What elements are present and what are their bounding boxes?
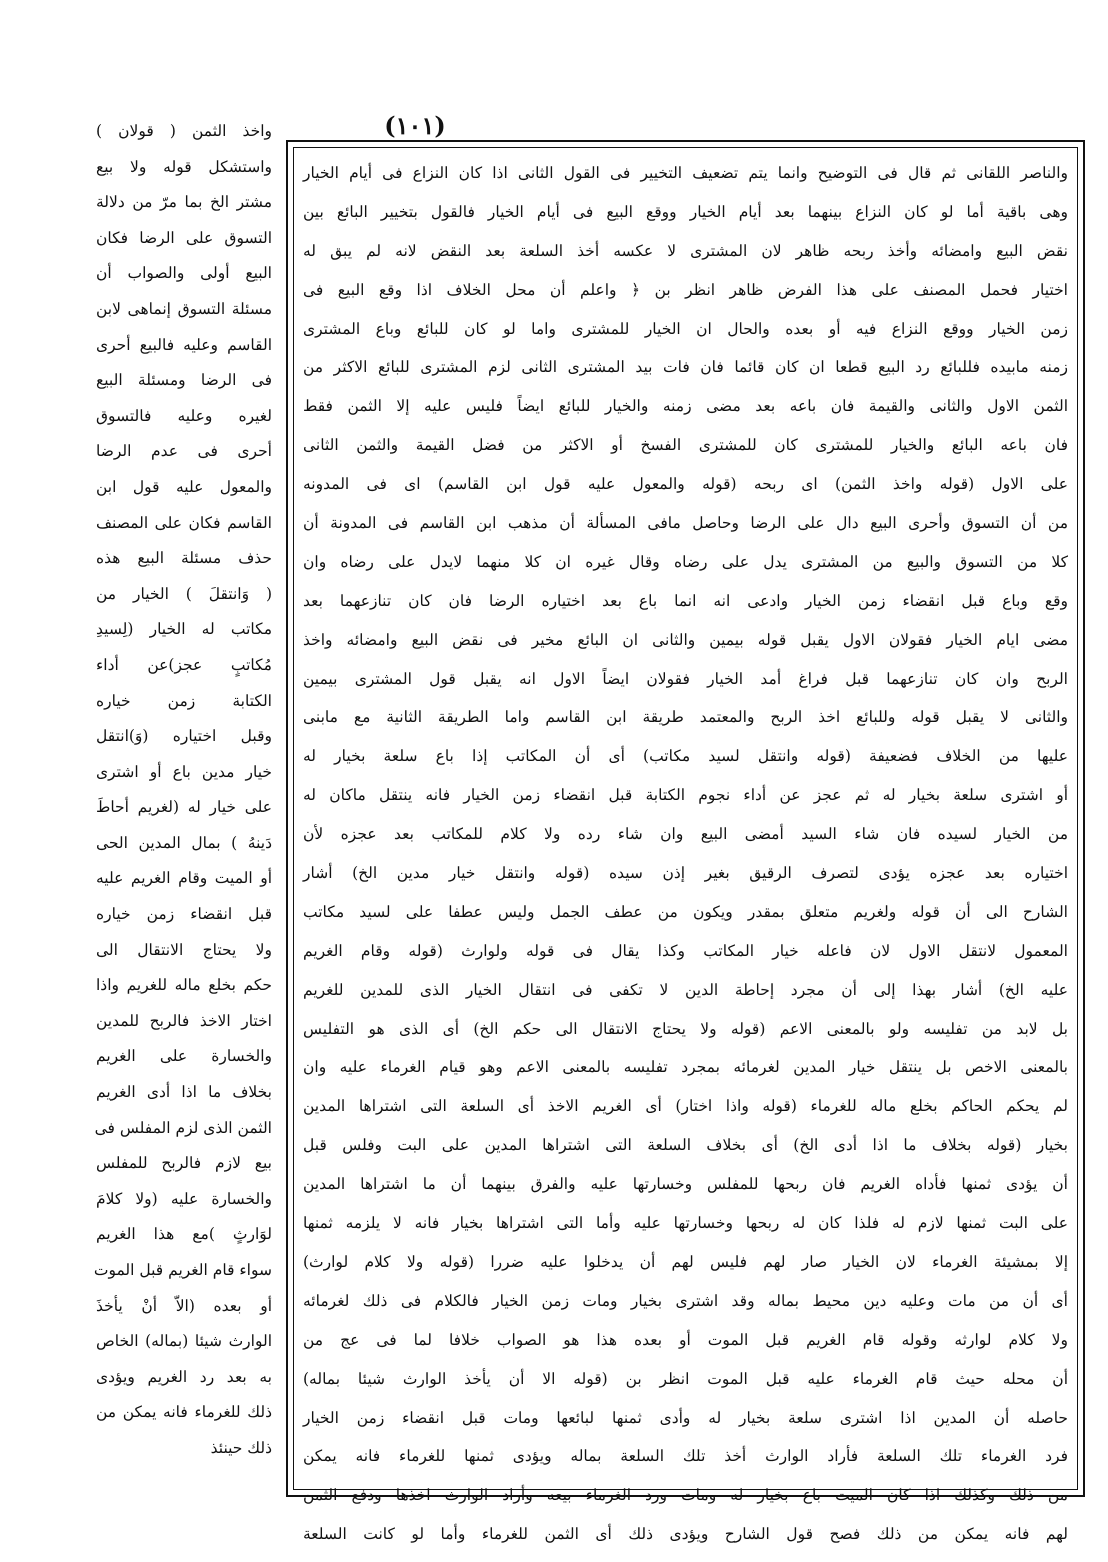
main-text-line: زمن الخيار ووقع النزاع فيه أو بعده والحال ان الخيار للمشترى واما لو كان للبائع وباع المشترى (303, 319, 1068, 338)
main-text-line: حاصله أن المدين اذا اشترى سلعة بخيار له وأدى ثمنها لبائعها ومات قبل انقضاء زمن الخيار (303, 1408, 1068, 1427)
margin-text-line: الثمن الذى لزم المفلس فى (94, 1118, 272, 1137)
margin-text-line: بيع لازم فالربح للمفلس (96, 1154, 272, 1173)
main-text-line: أى أن من مات وعليه دين محيط بماله وقد اشترى بخيار ومات زمن الخيار فالكلام فى ذلك لغرمائه (303, 1291, 1068, 1310)
margin-text-line: ولا يحتاج الانتقال الى (96, 940, 272, 959)
main-text-line: إلا بمشيئة الغرماء لان الخيار صار لهم فليس لهم أن يدخلوا عليه ضررا (قوله ولا كلام لوارث) (303, 1252, 1068, 1271)
margin-text-line: خيار مدين باع أو اشترى (96, 762, 272, 781)
main-text-line: والناصر اللقانى ثم قال فى التوضيح وانما يتم تضعيف التخيير فى القول الثانى اذا كان النزاع فى أيام الخيار (303, 164, 1068, 182)
margin-text-line: والخسارة على الغريم (96, 1047, 272, 1066)
margin-text-line: بخلاف ما اذا أدى الغريم (96, 1083, 272, 1102)
main-text-line: نقض البيع وامضائه وأخذ ربحه ظاهر لان المشترى لا عكسه أخذ السلعة بعد النقض لانه لم يبق له (303, 241, 1068, 260)
margin-text-line: على خيار له (لغريم أحاطَ (96, 798, 272, 817)
margin-text-line: حذف مسئلة البيع هذه (96, 549, 272, 568)
main-text-line: لم يحكم الحاكم بخلع ماله للغرماء (قوله واذا اختار) أى الغريم الاخذ أى السلعة التى اشتراها المدين (303, 1097, 1068, 1116)
margin-text-line: والخسارة عليه (ولا كلامَ (96, 1189, 272, 1208)
margin-text-line: اختار الاخذ فالربح للمدين (96, 1011, 272, 1030)
margin-text-line: لوَارثٍ )مع هذا الغريم (96, 1225, 272, 1244)
main-text-line: الشارح الى أن قوله ولغريم متعلق بمقدر ويكون من عطف الجمل وليس عطفا على لسيد مكاتب (303, 902, 1068, 921)
main-text-line: عليها من الخلاف فضعيفة (قوله وانتقل لسيد مكاتب) أى أن المكاتب إذا باع سلعة بخيار له (303, 747, 1068, 766)
margin-text-line: واخذ الثمن ( قولان ) (96, 122, 272, 140)
margin-text-line: الوارث شيئا (بماله) الخاص (96, 1332, 272, 1351)
margin-text-line: فى الرضا ومسئلة البيع (96, 371, 272, 390)
margin-text-line: القاسم وعليه فالبيع أحرى (96, 335, 272, 354)
main-text-line: على الاول (قوله واخذ الثمن) اى ربحه (قوله والمعول عليه قول ابن القاسم) اى فى المدونه (303, 475, 1068, 494)
margin-text-line: والمعول عليه قول ابن (96, 477, 272, 496)
margin-column-text (93, 114, 272, 1467)
margin-text-line: الكتابة زمن خياره (96, 691, 272, 710)
margin-text-line: أو الميت وقام الغريم عليه (96, 869, 272, 888)
main-text-line: من ذلك وكذلك اذا كان الميت باع بخيار له ومات ورد الغرماء بيعه وأراد الوارث اخذها ودفع الثمن (303, 1486, 1068, 1505)
main-text-line: من أن التسوق وأحرى البيع دال على الرضا وحاصل مافى المسألة أن مذهب ابن القاسم فى المدونة أن (303, 514, 1068, 533)
margin-text-line: البيع أولى والصواب أن (96, 264, 272, 283)
main-text-line: أو اشترى سلعة بخيار له ثم عجز عن أداء نجوم الكتابة قبل انقضاء زمن الخيار فانه ينتقل ماكان له (303, 786, 1068, 805)
main-text-line: اختيار فحمل المصنف على هذا الفرض ظاهر انظر بن ﴿ واعلم أن محل الخلاف اذا وقع البيع فى (303, 280, 1068, 299)
main-text-line: كلا من التسوق والبيع من المشترى يدل على رضاه وقال غيره ان كلا منهما لايدل على رضاه وان (303, 552, 1068, 571)
main-text-line: وقع وباع قبل انقضاء زمن الخيار وادعى انه انما باع بعد اختياره الرضا فان كان تنازعهما بعد (303, 591, 1068, 610)
main-text-inner-border (293, 147, 1078, 1544)
page-number: (١٠١) (384, 111, 446, 140)
main-text-line: لهم فانه يمكن من ذلك فصح قول الشارح ويؤدى ذلك أى الثمن للغرماء وأما لو كانت السلعة (303, 1525, 1068, 1544)
margin-text-line: قبل انقضاء زمن خياره (96, 905, 272, 924)
margin-text-line: مكاتب له الخيار (لِسيدِ (96, 620, 272, 639)
margin-text-line: أو بعده (الاّ أنْ يأخذَ (96, 1296, 272, 1315)
main-text-line: أن محله حيث قام الغرماء عليه قبل الموت انظر بن (قوله الا أن يأخذ الوارث شيئا بماله) (303, 1369, 1068, 1388)
margin-text-line: أحرى فى عدم الرضا (96, 442, 272, 461)
main-text-line: أن يؤدى ثمنها فأداه الغريم فان ربحها للمفلس وخسارتها عليه والفرق بينهما أن ما اشتراها المدين (303, 1175, 1068, 1194)
main-text-line: بالمعنى الاخص بل ينتقل خيار المدين لغرمائه بمجرد تفليسه بالمعنى الاعم وهو قيام الغرماء عليه وان (303, 1058, 1068, 1077)
main-text-line: بل لابد من تفليسه ولو بالمعنى الاعم (قوله ولا يحتاج الانتقال الى حكم الخ) أى الذى هو التفليس (303, 1019, 1068, 1038)
main-text-line: الثمن الاول والثانى والقيمة فان باعه بعد مضى زمنه والخيار للبائع ايضاً فليس عليه إلا الثمن فقط (303, 397, 1068, 416)
margin-text-line: سواء قام الغريم قبل الموت (93, 1261, 272, 1279)
margin-text-line: مُكاتبٍ عجز)عن أداء (96, 655, 272, 674)
margin-text-line: ذلك حينئذ (210, 1438, 272, 1457)
main-text-line: من الخيار لسيده فان شاء السيد أمضى البيع وان شاء رده ولا كلام للمكاتب بعد عجزه لأن (303, 825, 1068, 844)
margin-text-line: ( وَانتقلَ ) الخيار من (96, 584, 272, 603)
main-text-line: بخيار (قوله بخلاف ما اذا أدى الخ) أى بخلاف السلعة التى اشتراها المدين على البت وفلس قبل (303, 1136, 1068, 1155)
main-text-line: اختياره بعد عجزه يؤدى لتصرف الرقيق بغير إذن سيده (قوله وانتقل خيار مدين الخ) أشار (303, 864, 1068, 883)
margin-text-line: حكم بخلع ماله للغريم واذا (96, 976, 272, 995)
margin-text-line: القاسم فكان على المصنف (96, 513, 272, 532)
main-text-line: زمنه مابيده فللبائع رد البيع قطعا ان كان قائما فان فات بيد المشترى الثانى لزم المشترى للبائع الاكثر من (303, 358, 1068, 377)
margin-text-line: التسوق على الرضا فكان (96, 228, 272, 247)
margin-text-line: ذلك للغرماء فانه يمكن من (96, 1403, 272, 1422)
main-text-line: عليه الخ) أشار بهذا إلى أن مجرد إحاطة الدين لا تكفى فى انتقال الخيار الذى للمدين للغريم (303, 980, 1068, 999)
main-text-line: على البت ثمنها لازم له فلذا كان له ربحها وخسارتها عليه وأما التى اشتراها بخيار فانه لا يلزمه ثمنها (303, 1214, 1068, 1233)
main-text-line: المعمول لانتقل الاول لان فاعله خيار المكاتب وكذا يقال فى قوله ولوارث (قوله وقام الغريم (303, 941, 1068, 960)
margin-text-line: دَينهُ ) بمال المدين الحى (96, 833, 272, 852)
margin-text-line: مشتر الخ بما مرّ من دلالة (96, 193, 272, 212)
main-commentary-text (303, 154, 1068, 1554)
main-text-line: ولا كلام لوارثه وقوله قام الغريم قبل الموت أو بعده هذا هو الصواب خلافا لما فى عج من (303, 1330, 1068, 1349)
margin-text-line: مسئلة التسوق إنماهى لابن (96, 299, 272, 318)
main-text-frame (286, 140, 1085, 1544)
margin-text-line: به بعد رد الغريم ويؤدى (96, 1367, 272, 1386)
margin-text-line: واستشكل قوله ولا بيع (96, 157, 272, 176)
main-text-line: وهى باقية أما لو كان النزاع بينهما بعد أيام الخيار ووقع البيع فى أيام الخيار فالقول بتخيير البائع بين (303, 202, 1068, 221)
main-text-line: فرد الغرماء تلك السلعة فأراد الوارث أخذ تلك السلعة بماله ويؤدى ثمنها للغرماء فانه يمكن (303, 1447, 1068, 1466)
main-text-line: فان باعه البائع والخيار للمشترى كان للمشترى الفسخ أو الاكثر من فضل القيمة والثمن الثانى (303, 436, 1068, 455)
margin-text-line: وقبل اختياره (وَ)انتقل (96, 727, 272, 746)
main-text-line: والثانى لا يقبل قوله وللبائع اخذ الربح والمعتمد طريقة ابن القاسم واما الطريقة الثانية مع مابنى (303, 708, 1068, 727)
main-text-line: مضى ايام الخيار فقولان الاول يقبل قوله بيمين والثانى ان البائع مخير فى نقض البيع وامضائه واخذ (303, 630, 1068, 649)
margin-text-line: لغيره وعليه فالتسوق (96, 406, 272, 425)
main-text-line: الربح وان كان تنازعهما قبل فراغ أمد الخيار فقولان ايضاً الاول انه يقبل قول المشترى بيمين (303, 669, 1068, 688)
